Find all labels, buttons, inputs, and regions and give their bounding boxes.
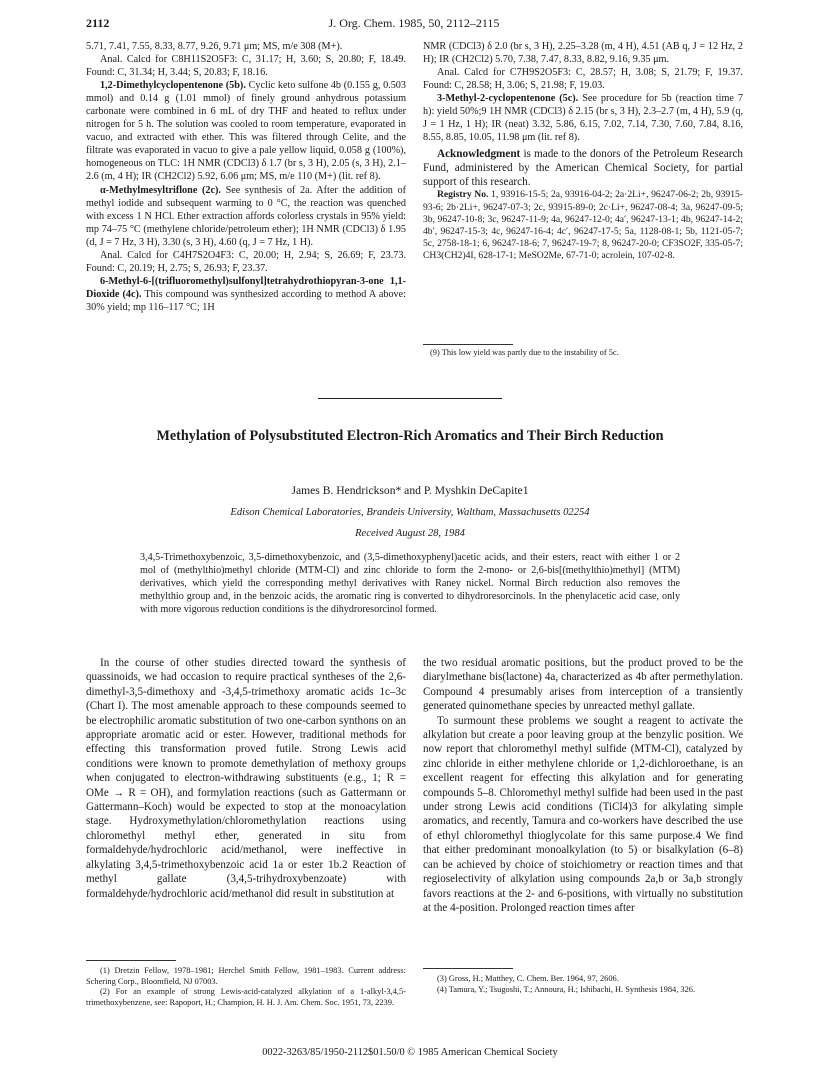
acknowledgment-heading: Acknowledgment [437, 148, 521, 161]
journal-citation: J. Org. Chem. 1985, 50, 2112–2115 [328, 16, 500, 30]
body-paragraph: To surmount these problems we sought a reagent to activate the alkylation but create a poor leaving group at the benzylic position. We now report that chloromethyl methyl sulfide (MTM-Cl), catalyzed by zinc chloride in either methylene chloride or 1,2-dichloroethane, is an excellent reagent for effecting this alkylation and for generating compounds 5–8. Chloromethyl methyl sulfide had been used in the past under strong Lewis acid conditions (TiCl4)3 for alkylating simple aromatics, and recently, Tamura and co-workers have described the use of ethyl chloromethyl thioglycolate for this same purpose.4 We find that either predominant monoalkylation (to 5) or bisalkylation (6–8) can be achieved by choice of stoichiometry or reaction times and that regioselectivity of alkylation using compounds 2a,b or 3a,b strongly favors reactions at the 2- and 6-positions, with virtually no substitution at the 4-position. Prolonged reaction times after [423, 714, 743, 914]
compound-heading: α-Methylmesyltriflone (2c). [100, 184, 221, 196]
article-authors: James B. Hendrickson* and P. Myshkin DeCapite1 [291, 484, 529, 497]
compound-heading: 6-Methyl-6-[(trifluoromethyl)sulfonyl]tetrahydrothiopyran-3-one 1,1-Dioxide (4c). [86, 275, 406, 300]
running-header [86, 16, 742, 32]
procedure-text: See procedure for 5b (reaction time 7 h): yield 50%;9 1H NMR (CDCl3) δ 2.15 (br s, 3 H), 2.3–2.7 (m, 4 H), 5.9 (q, J = 1 Hz, 1 H); IR (neat) 3.32, 5.86, 6.15, 7.02, 7.14, 7.30, 7.60, 7.84, 8.16, 8.55, 8.85, 10.05, 11.98 μm (lit. ref 8). [423, 93, 743, 144]
spectral-data-line: 5.71, 7.41, 7.55, 8.33, 8.77, 9.26, 9.71 μm; MS, m/e 308 (M+). [86, 41, 343, 52]
acknowledgment [423, 147, 743, 189]
article-divider [318, 398, 502, 399]
compound-heading: 3-Methyl-2-cyclopentenone (5c). [437, 93, 579, 105]
intro-paragraph: In the course of other studies directed toward the synthesis of quassinoids, we had occasion to require practical syntheses of the 2,6-dimethyl-3,5-dimethoxy and -3,4,5-trimethoxy aromatic acids 1c–3c (Chart I). The most amenable approach to these compounds seemed to be electrophilic aromatic substitution of two one-carbon synthons on an appropriate aromatic acid or ester. However, traditional methods for effecting this transformation proved futile. Strong Lewis acid conditions were known to promote demethylation of methoxy groups when conjugated to electron-withdrawing substituents (e.g., 1; R = OMe → R = OH), and formylation reactions (such as Gattermann or Gattermann–Koch) would be expected to stop at the monoacylation stage. Hydroxymethylation/chloromethylation reactions using chloromethyl methyl ether, generated in situ from formaldehyde/hydrochloric acid/methanol, were ineffective in alkylating 3,4,5-trimethoxybenzoic acid 1a or ester 1b.2 Reaction of methyl gallate (3,4,5-trihydroxybenzoate) with formaldehyde/hydrochloric acid/methanol did result in substitution at [86, 657, 406, 900]
copyright-footer: 0022-3263/85/1950-2112$01.50/0 © 1985 American Chemical Society [262, 1047, 558, 1058]
footnote-1: (1) Dretzin Fellow, 1978–1981; Herchel Smith Fellow, 1981–1983. Current address: Schering Corp., Bloomfield, NJ 07003. [86, 966, 406, 986]
registry-numbers [423, 189, 743, 262]
footnotes-right [423, 974, 743, 995]
prev-article-right-column [423, 40, 743, 263]
body-paragraph: the two residual aromatic positions, but the product proved to be the diarylmethane bis(lactone) 4a, characterized as 4b after permethylation. Compound 4 presumably arises from interception of a transiently generated quinomethane species by unreacted methyl gallate. [423, 657, 743, 713]
procedure-5c [423, 92, 743, 144]
procedure-text: This compound was synthesized according to method A above: 30% yield; mp 116–117 °C; 1H [86, 288, 406, 313]
acknowledgment-text: is made to the donors of the Petroleum Research Fund, administered by the American Chemical Society, for partial support of this research. [423, 148, 744, 189]
body-right-column [423, 656, 743, 915]
footnote-9 [430, 348, 742, 359]
article-affiliation: Edison Chemical Laboratories, Brandeis University, Waltham, Massachusetts 02254 [230, 507, 590, 518]
footnote-3: (3) Gross, H.; Matthey, C. Chem. Ber. 1964, 97, 2606. [437, 974, 619, 983]
procedure-text: Cyclic keto sulfone 4b (0.155 g, 0.503 mmol) and 0.14 g (1.01 mmol) of finely ground anhydrous potassium carbonate were combined in 6 mL of dry THF and heated to reflux under nitrogen for 5 h. The solution was cooled to room temperature, evaporated in vacuo, and extracted with ether. This was filtered through Celite, and the filtrate was evaporated in vacuo to give a pale yellow liquid, 0.058 g (100%), homogeneous on TLC: 1H NMR (CDCl3) δ 1.7 (br s, 3 H), 2.05 (s, 3 H), 2.1–2.6 (m, 4 H); IR (CH2Cl2) 5.92, 6.06 μm; MS, m/e 110 (M+) (lit. ref 8). [86, 80, 406, 183]
page-number: 2112 [86, 16, 110, 30]
article-abstract: 3,4,5-Trimethoxybenzoic, 3,5-dimethoxybenzoic, and (3,5-dimethoxyphenyl)acetic acids, and their esters, react with either 1 or 2 mol of (methylthio)methyl chloride (MTM-Cl) and zinc chloride to form the 2-mono- or 2,6-bis[(methylthio)methyl] (MTM) derivatives, which yield the corresponding methyl derivatives with Raney nickel. Normal Birch reduction also removes the methylthio group and, in the benzoic acids, the aromatic ring is converted to dihydroresorcinols. In the phenylacetic acid case, only with more vigorous reduction conditions is the dihydroresorcinol formed. [140, 552, 680, 615]
received-date: Received August 28, 1984 [355, 528, 465, 539]
footnote-rule [423, 968, 513, 969]
registry-heading: Registry No. [437, 189, 489, 201]
procedure-4c [86, 275, 406, 314]
footnote-rule [86, 960, 176, 961]
footnote-4: (4) Tamura, Y.; Tsugoshi, T.; Annoura, H.; Ishibachi, H. Synthesis 1984, 326. [437, 984, 696, 994]
procedure-5b [86, 79, 406, 183]
registry-text: 1, 93916-15-5; 2a, 93916-04-2; 2a·2Li+, 96247-06-2; 2b, 93915-93-6; 2b·2Li+, 96247-07-3; 2c, 93915-89-0; 2c·Li+, 96247-08-4; 3a, 96247-09-5; 3b, 96247-10-8; 3c, 96247-11-9; 4a, 96247-12-0; 4a′, 96247-13-1; 4b, 96247-14-2; 4b′, 96247-15-3; 4c, 96247-16-4; 4c′, 96247-17-5; 5a, 1128-08-1; 5b, 1121-05-7; 5c, 2758-18-1; 6, 96247-18-6; 7, 96247-19-7; 8, 96247-20-0; CF3SO2F, 335-05-7; CH3(CH2)4I, 628-17-1; MeSO2Me, 67-71-0; acrolein, 107-02-8. [423, 189, 744, 262]
procedure-text: See synthesis of 2a. After the addition of methyl iodide and subsequent warming to 0 °C, the reaction was quenched with excess 1 N HCl. Ether extraction affords colorless crystals in 95% yield: mp 74–75 °C (methylene chloride/petroleum ether); 1H NMR (CDCl3) δ 1.95 (d, J = 7 Hz, 3 H), 3.30 (s, 3 H), 4.60 (q, J = 7 Hz, 1 H). [86, 184, 407, 248]
procedure-2c [86, 184, 406, 249]
prev-article-left-column [86, 40, 406, 314]
footnote-rule [423, 344, 513, 345]
footnotes-left [86, 966, 406, 1008]
spectral-data-line: NMR (CDCl3) δ 2.0 (br s, 3 H), 2.25–3.28 (m, 4 H), 4.51 (AB q, J = 12 Hz, 2 H); IR (CH2Cl2) 5.70, 7.38, 7.47, 8.33, 8.82, 9.16, 9.35 μm. [423, 41, 743, 66]
article-title: Methylation of Polysubstituted Electron-Rich Aromatics and Their Birch Reduction [156, 428, 664, 444]
body-left-column [86, 656, 406, 901]
analysis-paragraph: Anal. Calcd for C8H11S2O5F3: C, 31.17; H, 3.60; S, 20.80; F, 18.49. Found: C, 31.34; H, 3.44; S, 20.83; F, 18.16. [86, 54, 406, 79]
analysis-paragraph: Anal. Calcd for C7H9S2O5F3: C, 28.57; H, 3.08; S, 21.79; F, 19.37. Found: C, 28.58; H, 3.06; S, 21.98; F, 19.03. [423, 67, 743, 92]
compound-heading: 1,2-Dimethylcyclopentenone (5b). [100, 80, 246, 92]
footnote-2: (2) For an example of strong Lewis-acid-catalyzed alkylation of a 1-alkyl-3,4,5-trimethoxybenzene, see: Rapoport, H.; Champion, H. H. J. Am. Chem. Soc. 1951, 73, 2239. [86, 987, 406, 1007]
analysis-paragraph: Anal. Calcd for C4H7S2O4F3: C, 20.00; H, 2.94; S, 26.69; F, 23.73. Found: C, 20.19; H, 2.75; S, 26.93; F, 23.37. [86, 249, 406, 274]
footnote-text: (9) This low yield was partly due to the instability of 5c. [430, 348, 619, 357]
